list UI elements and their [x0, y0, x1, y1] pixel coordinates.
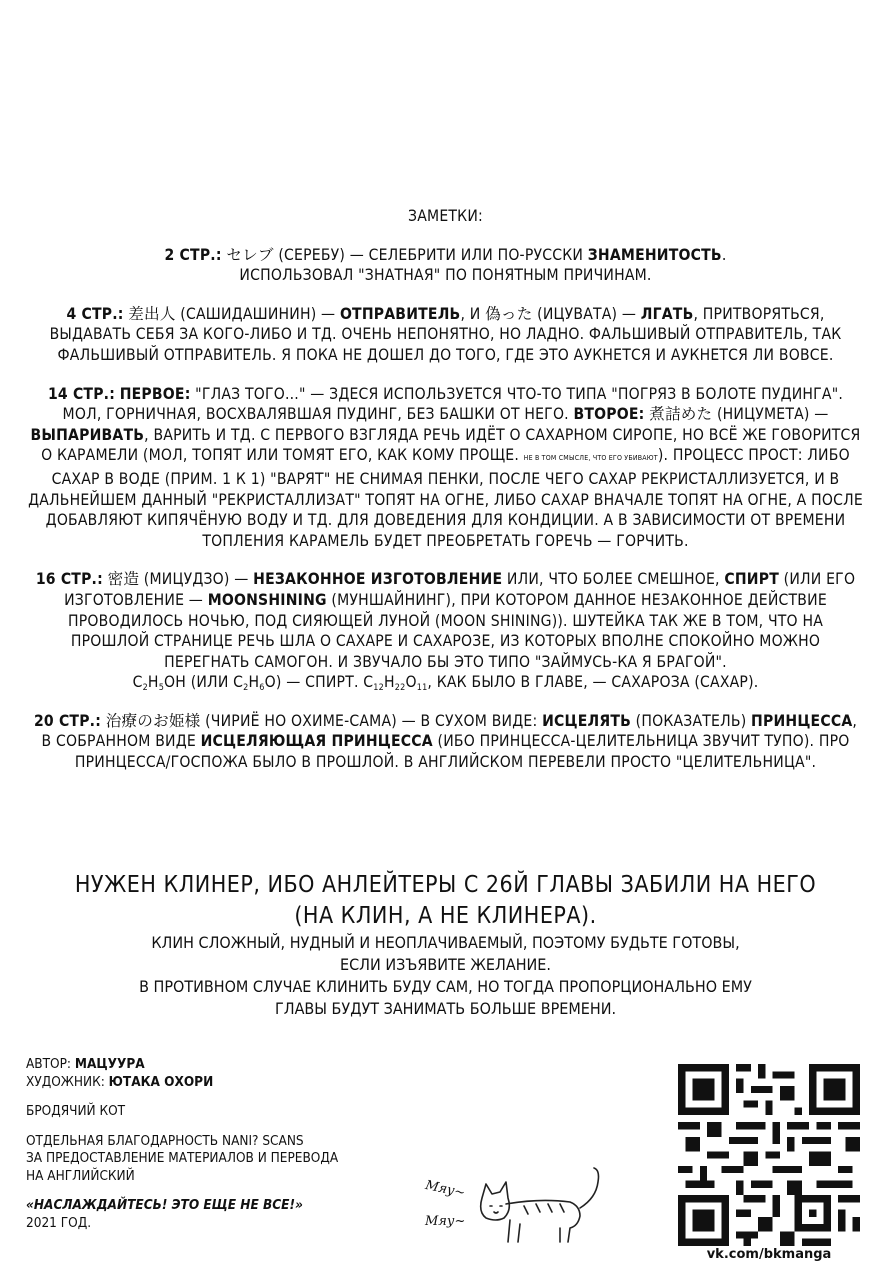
note-label: 4 СТР.: — [66, 304, 124, 323]
artist-name: ЮТАКА ОХОРИ — [108, 1073, 214, 1090]
year: 2021 ГОД. — [26, 1214, 92, 1231]
note-text: (МУНШАЙНИНГ), ПРИ КОТОРОМ ДАННОЕ НЕЗАКОННОЕ ДЕЙСТВИЕ ПРОВОДИЛОСЬ НОЧЬЮ, ПОД СИЯЮЩЕЙ ЛУНОЙ (MOON SHINING)). ШУТЕЙКА ТАК ЖЕ В ТОМ, ЧТО НА ПРОШЛОЙ СТРАНИЦЕ РЕЧЬ ШЛА О САХАРЕ И САХАРОЗЕ, ИЗ КОТОРЫХ ВПОЛНЕ СПОКОЙНО МОЖНО ПЕРЕГНАТЬ САМОГОН. И ЗВУЧАЛО БЫ ЭТО ТИПО "ЗАЙМУСЬ-КА Я БРАГОЙ". — [67, 590, 827, 671]
author-label: АВТОР: — [26, 1056, 72, 1072]
formula-part: OH (ИЛИ C — [164, 673, 244, 692]
note-term: ИСЦЕЛЯЮЩАЯ ПРИНЦЕССА — [200, 732, 433, 751]
credits-thanks — [26, 1133, 446, 1186]
note-japanese: セレブ — [226, 245, 274, 264]
note-term: ИСЦЕЛЯТЬ — [542, 711, 632, 730]
artist-label: ХУДОЖНИК: — [26, 1073, 105, 1090]
note-text: , И — [460, 304, 486, 323]
note-term: ЗНАМЕНИТОСТЬ — [587, 245, 722, 264]
note-text: ). ПРОЦЕСС ПРОСТ: ЛИБО САХАР В ВОДЕ (ПРИМ. 1 К 1) "ВАРЯТ" НЕ СНИМАЯ ПЕНКИ, ПОСЛЕ ЧЕГО САХАР РЕКРИСТАЛЛИЗУЕТСЯ, И В ДАЛЬНЕЙШЕМ ДАННЫЙ "РЕКРИСТАЛЛИЗАТ" ТОПЯТ НА ОГНЕ, ЛИБО САХАР ВНАЧАЛЕ ТОПЯТ НА ОГНЕ, А ПОСЛЕ ДОБАВЛЯЮТ КИПЯЧЁНУЮ ВОДУ И ТД. ДЛЯ ДОВЕДЕНИЯ ДЛЯ КОНДИЦИИ. А В ЗАВИСИМОСТИ ОТ ВРЕМЕНИ ТОПЛЕНИЯ КАРАМЕЛЬ БУДЕТ ПРЕОБРЕТАТЬ ГОРЕЧЬ — ГОРЧИТЬ. — [28, 446, 863, 550]
note-term: ОТПРАВИТЕЛЬ — [339, 304, 461, 323]
cleaner-text: КЛИН СЛОЖНЫЙ, НУДНЫЙ И НЕОПЛАЧИВАЕМЫЙ, ПОЭТОМУ БУДЬТЕ ГОТОВЫ, — [151, 933, 740, 952]
formula-part: O — [405, 673, 417, 692]
team-name: БРОДЯЧИЙ КОТ — [26, 1103, 126, 1119]
note-text: ИЛИ, ЧТО БОЛЕЕ СМЕШНОЕ, — [502, 570, 725, 589]
formula-sub: 22 — [394, 683, 406, 694]
note-text: (САШИДАШИНИН) — — [175, 304, 340, 323]
chemical-formulas — [132, 673, 759, 694]
formula-part: H — [384, 673, 395, 692]
formula-part: O) — СПИРТ. C — [264, 673, 374, 692]
meow-text: Мяу~ — [423, 1177, 467, 1202]
note-term: НЕЗАКОННОЕ ИЗГОТОВЛЕНИЕ — [253, 570, 503, 589]
note-text: (СЕРЕБУ) — СЕЛЕБРИТИ ИЛИ ПО-РУССКИ — [273, 245, 588, 264]
note-term: ВЫПАРИВАТЬ — [30, 425, 145, 444]
note-text: (ПОКАЗАТЕЛЬ) — [631, 711, 752, 730]
formula-sub: 6 — [259, 683, 265, 694]
cleaner-heading: НУЖЕН КЛИНЕР, ИБО АНЛЕЙТЕРЫ С 26Й ГЛАВЫ ЗАБИЛИ НА НЕГО — [74, 872, 817, 898]
note-text: (НИЦУМЕТА) — — [712, 405, 829, 424]
cleaner-text: ГЛАВЫ БУДУТ ЗАНИМАТЬ БОЛЬШЕ ВРЕМЕНИ. — [274, 999, 617, 1018]
note-page-20 — [28, 711, 863, 773]
notes-title-text: ЗАМЕТКИ: — [408, 207, 483, 225]
author-name: МАЦУУРА — [74, 1056, 145, 1072]
note-label: 20 СТР.: — [33, 711, 102, 730]
enjoy-message: «НАСЛАЖДАЙТЕСЬ! ЭТО ЕЩЕ НЕ ВСЕ!» — [26, 1197, 303, 1213]
note-text: , ПРИТВОРЯТЬСЯ, ВЫДАВАТЬ СЕБЯ ЗА КОГО-ЛИБО И ТД. ОЧЕНЬ НЕПОНЯТНО, НО ЛАДНО. ФАЛЬШИВЫЙ ОТПРАВИТЕЛЬ, ТАК ФАЛЬШИВЫЙ ОТПРАВИТЕЛЬ. Я ПОКА НЕ ДОШЕЛ ДО ТОГО, ГДЕ ЭТО АУКНЕТСЯ И АУКНЕТСЯ ЛИ ВОВСЕ. — [49, 304, 842, 364]
cleaner-request — [20, 870, 871, 1020]
note-page-16 — [28, 569, 863, 693]
cleaner-text: В ПРОТИВНОМ СЛУЧАЕ КЛИНИТЬ БУДУ САМ, НО ТОГДА ПРОПОРЦИОНАЛЬНО ЕМУ — [139, 977, 752, 996]
thanks-text: ОТДЕЛЬНАЯ БЛАГОДАРНОСТЬ NANI? SCANS — [26, 1132, 304, 1149]
note-term: MOONSHINING — [207, 590, 327, 609]
note-aside: НЕ В ТОМ СМЫСЛЕ, ЧТО ЕГО УБИВАЮТ — [523, 454, 658, 463]
credits-authors — [26, 1056, 446, 1091]
note-label: 14 СТР.: — [47, 384, 116, 403]
note-japanese: 差出人 — [128, 304, 176, 323]
note-term: СПИРТ — [724, 570, 779, 589]
formula-part: C — [132, 673, 143, 692]
note-japanese: 偽った — [485, 304, 533, 323]
qr-link[interactable]: vk.com/bkmanga — [706, 1247, 832, 1262]
formula-part: H — [147, 673, 159, 692]
note-text: (МИЦУДЗО) — — [139, 570, 254, 589]
note-japanese: 治療のお姫様 — [105, 711, 201, 730]
thanks-text: НА АНГЛИЙСКИЙ — [26, 1167, 135, 1184]
formula-part: , КАК БЫЛО В ГЛАВЕ, — САХАРОЗА (САХАР). — [427, 673, 759, 692]
note-text: (ИЛИ ЕГО ИЗГОТОВЛЕНИЕ — — [64, 570, 856, 609]
translator-notes — [28, 206, 863, 791]
note-text: (ИЦУВАТА) — — [532, 304, 641, 323]
formula-sub: 12 — [373, 683, 384, 694]
formula-sub: 2 — [142, 683, 148, 694]
note-label: 2 СТР.: — [164, 245, 222, 264]
note-term: ПЕРВОЕ: — [119, 384, 191, 403]
note-japanese: 煮詰めた — [649, 405, 713, 424]
note-japanese: 密造 — [107, 570, 140, 589]
note-text: (ЧИРИЁ НО ОХИМЕ-САМА) — В СУХОМ ВИДЕ: — [200, 711, 543, 730]
note-text: , ВАРИТЬ И ТД. С ПЕРВОГО ВЗГЛЯДА РЕЧЬ ИДЁТ О САХАРНОМ СИРОПЕ, НО ВСЁ ЖЕ ГОВОРИТСЯ О КАРАМЕЛИ (МОЛ, ТОПЯТ ИЛИ ТОМЯТ ЕГО, КАК КОМУ ПРОЩЕ. — [41, 425, 861, 465]
note-page-4 — [28, 304, 863, 366]
cleaner-heading-2: (НА КЛИН, А НЕ КЛИНЕРА). — [294, 903, 597, 929]
note-label: 16 СТР.: — [35, 570, 103, 589]
note-page-2 — [28, 245, 863, 286]
formula-sub: 11 — [416, 683, 428, 694]
cleaner-text: ЕСЛИ ИЗЪЯВИТЕ ЖЕЛАНИЕ. — [340, 955, 551, 974]
note-text: ИСПОЛЬЗОВАЛ "ЗНАТНАЯ" ПО ПОНЯТНЫМ ПРИЧИНАМ. — [239, 266, 652, 285]
note-text: "ГЛАЗ ТОГО..." — ЗДЕСЯ ИСПОЛЬЗУЕТСЯ ЧТО-ТО ТИПА "ПОГРЯЗ В БОЛОТЕ ПУДИНГА". МОЛ, ГОРНИЧНАЯ, ВОСХВАЛЯВШАЯ ПУДИНГ, БЕЗ БАШКИ ОТ НЕГО. — [62, 384, 844, 424]
note-text: (ИБО ПРИНЦЕССА-ЦЕЛИТЕЛЬНИЦА ЗВУЧИТ ТУПО). ПРО ПРИНЦЕССА/ГОСПОЖА БЫЛО В ПРОШЛОЙ. В АНГЛИЙСКОМ ПЕРЕВЕЛИ ПРОСТО "ЦЕЛИТЕЛЬНИЦА". — [74, 732, 850, 772]
note-page-14 — [28, 384, 863, 552]
note-text: , В СОБРАННОМ ВИДЕ — [41, 711, 858, 751]
formula-sub: 2 — [243, 683, 249, 694]
formula-part: H — [248, 673, 260, 692]
meow-text: Мяу~ — [425, 1214, 466, 1229]
note-term: ЛГАТЬ — [640, 304, 694, 323]
formula-sub: 5 — [158, 683, 165, 694]
thanks-text: ЗА ПРЕДОСТАВЛЕНИЕ МАТЕРИАЛОВ И ПЕРЕВОДА — [26, 1150, 339, 1166]
credits — [26, 1056, 446, 1232]
note-term: ПРИНЦЕССА — [751, 711, 853, 730]
note-text: . — [721, 245, 727, 264]
note-term: ВТОРОЕ: — [573, 405, 645, 424]
notes-title — [28, 206, 863, 227]
cat-drawing — [420, 1158, 620, 1248]
qr-code[interactable] — [678, 1064, 860, 1246]
